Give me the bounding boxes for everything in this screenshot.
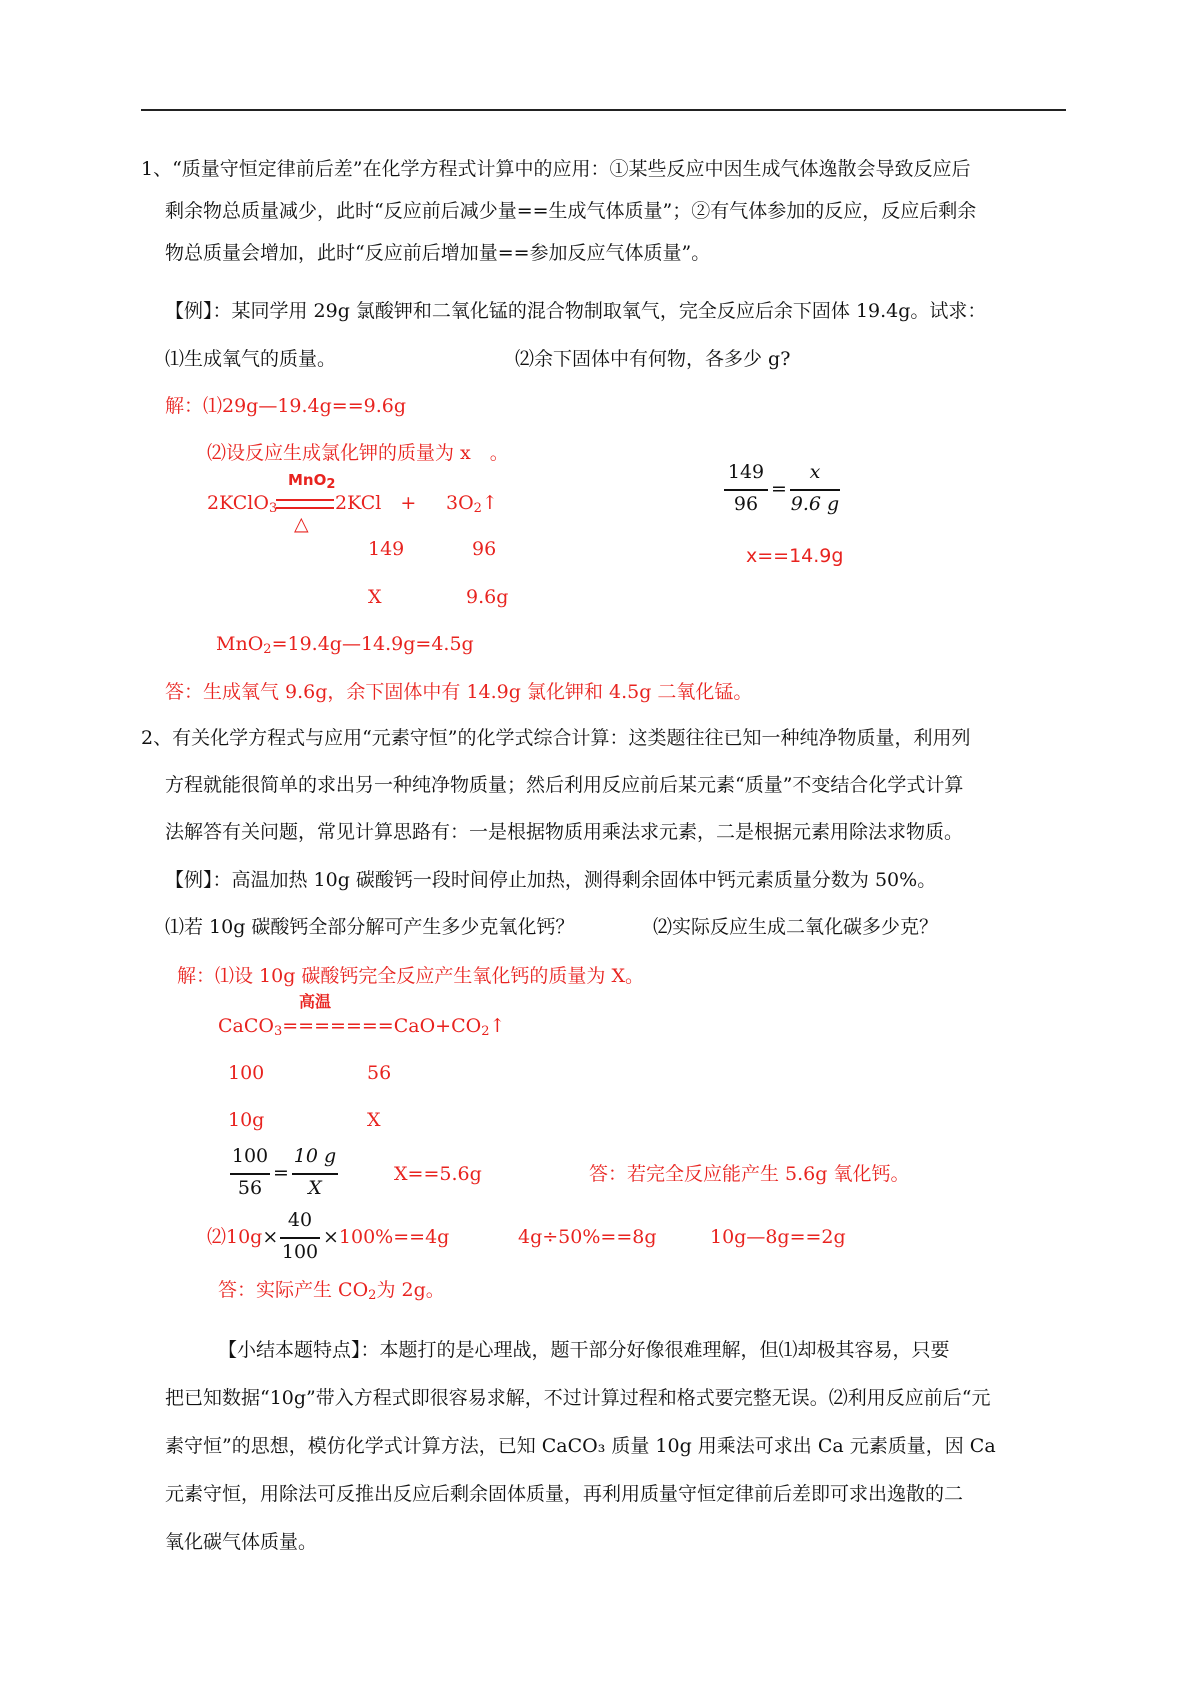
s2-para-line-1: 2、有关化学方程式与应用“元素守恒”的化学式综合计算：这类题往往已知一种纯净物质量，利用列 — [141, 727, 971, 749]
s1-eq-right: $3O_2↑$ — [446, 492, 498, 516]
s1-frac-right — [790, 459, 840, 517]
s2-var-2: X — [367, 1109, 381, 1131]
s2-summary-line-5: 氧化碳气体质量。 — [165, 1531, 318, 1553]
s1-frac-left — [724, 459, 768, 517]
s1-frac-right-den: 9.6 g — [790, 493, 840, 515]
s2-summary-line-4: 元素守恒，用除法可反推出反应后剩余固体质量，再利用质量守恒定律前后差即可求出逸散的二 — [165, 1483, 964, 1505]
s2-question-1: ⑴若 10g 碳酸钙全部分解可产生多少克氧化钙？ — [165, 916, 575, 938]
s1-eq-mid: 2KCl + — [335, 492, 417, 514]
s2-answer-2: 答：实际产生 $CO_2$为 2g。 — [218, 1279, 445, 1303]
s2-example: 【例】：高温加热 10g 碳酸钙一段时间停止加热，测得剩余固体中钙元素质量分数为 50%。 — [165, 869, 937, 891]
s2-calc-3: 10g—8g==2g — [710, 1226, 846, 1248]
s2-calc-2: 4g÷50%==8g — [518, 1226, 657, 1248]
s1-question-1: ⑴生成氧气的质量。 — [165, 348, 337, 370]
s1-mass-2: 96 — [472, 538, 497, 560]
s1-var-1: X — [368, 586, 382, 608]
s1-para-line-1: 1、“质量守恒定律前后差”在化学方程式计算中的应用：①某些反应中因生成气体逸散会导致反应后 — [141, 158, 971, 180]
s1-frac-left-den: 96 — [733, 493, 759, 515]
s1-eq-left: 2KClO$_3$ — [207, 492, 278, 516]
s2-summary-line-1: 【小结本题特点】：本题打的是心理战，题干部分好像很难理解，但⑴却极其容易，只要 — [218, 1339, 950, 1361]
s1-mno2-line: MnO$_2$=19.4g—14.9g=4.5g — [216, 633, 474, 657]
s1-catalyst: MnO$_2$ — [288, 471, 336, 492]
s2-answer-1: 答：若完全反应能产生 5.6g 氧化钙。 — [589, 1163, 910, 1185]
s1-var-2: 9.6g — [466, 586, 509, 608]
s2-frac-right — [292, 1143, 338, 1201]
s2-frac-right-num: 10 g — [293, 1145, 337, 1167]
s2-frac-left — [230, 1143, 270, 1201]
s1-frac-left-num: 149 — [727, 461, 765, 483]
s1-frac-right-num: x — [809, 461, 821, 483]
s2-solution-1: 解：⑴设 10g 碳酸钙完全反应产生氧化钙的质量为 X。 — [177, 965, 644, 987]
s2-result-x: X==5.6g — [394, 1163, 482, 1185]
s1-mass-1: 149 — [368, 538, 405, 560]
s2-mass-2: 56 — [367, 1062, 392, 1084]
s2-summary-line-3: 素守恒”的思想，模仿化学式计算方法，已知 CaCO₃ 质量 10g 用乘法可求出 Ca 元素质量，因 Ca — [165, 1435, 996, 1457]
s2-para-line-2: 方程就能很简单的求出另一种纯净物质量；然后利用反应前后某元素“质量”不变结合化学式计算 — [165, 774, 964, 796]
s1-solution-1: 解：⑴29g—19.4g==9.6g — [165, 395, 407, 417]
s1-para-line-3: 物总质量会增加，此时“反应前后增加量==参加反应气体质量”。 — [165, 242, 711, 264]
s2-frac-equals: = — [273, 1162, 289, 1184]
s1-frac-equals: = — [771, 478, 787, 500]
s1-solution-2: ⑵设反应生成氯化钾的质量为 x 。 — [207, 442, 509, 464]
s2-summary-line-2: 把已知数据“10g”带入方程式即很容易求解，不过计算过程和格式要完整无误。⑵利用反应前后“元 — [165, 1387, 991, 1409]
s1-example: 【例】：某同学用 29g 氯酸钾和二氧化锰的混合物制取氧气，完全反应后余下固体 19.4g。试求： — [165, 300, 987, 322]
s2-frac-right-den: X — [308, 1177, 322, 1199]
s1-answer: 答：生成氧气 9.6g，余下固体中有 14.9g 氯化钾和 4.5g 二氧化锰。 — [165, 681, 753, 703]
s2-para-line-3: 法解答有关问题，常见计算思路有：一是根据物质用乘法求元素，二是根据元素用除法求物质。 — [165, 821, 964, 843]
s2-calc-suffix: ×100%==4g — [323, 1226, 450, 1248]
s2-frac-left-num: 100 — [231, 1145, 269, 1167]
s2-calc-prefix: ⑵10g× — [207, 1226, 279, 1248]
s2-equation: $CaCO_3=======CaO+CO_2↑$ — [218, 1015, 506, 1039]
s2-var-1: 10g — [228, 1109, 265, 1131]
s1-eq-double-bar — [276, 499, 334, 509]
header-rule — [141, 109, 1066, 111]
s2-condition: 高温 — [299, 992, 332, 1011]
s2-calc-frac — [280, 1207, 320, 1265]
s1-result-x: x==14.9g — [746, 545, 844, 567]
s2-frac-left-den: 56 — [237, 1177, 263, 1199]
s1-question-2: ⑵余下固体中有何物，各多少 g? — [515, 348, 791, 370]
s2-calc-frac-num: 40 — [287, 1209, 313, 1231]
s2-calc-frac-den: 100 — [281, 1241, 319, 1263]
s1-heat-symbol: △ — [294, 513, 309, 535]
s2-question-2: ⑵实际反应生成二氧化碳多少克？ — [653, 916, 939, 938]
s1-para-line-2: 剩余物总质量减少，此时“反应前后减少量==生成气体质量”；②有气体参加的反应，反应后剩余 — [165, 200, 977, 222]
s2-mass-1: 100 — [228, 1062, 265, 1084]
